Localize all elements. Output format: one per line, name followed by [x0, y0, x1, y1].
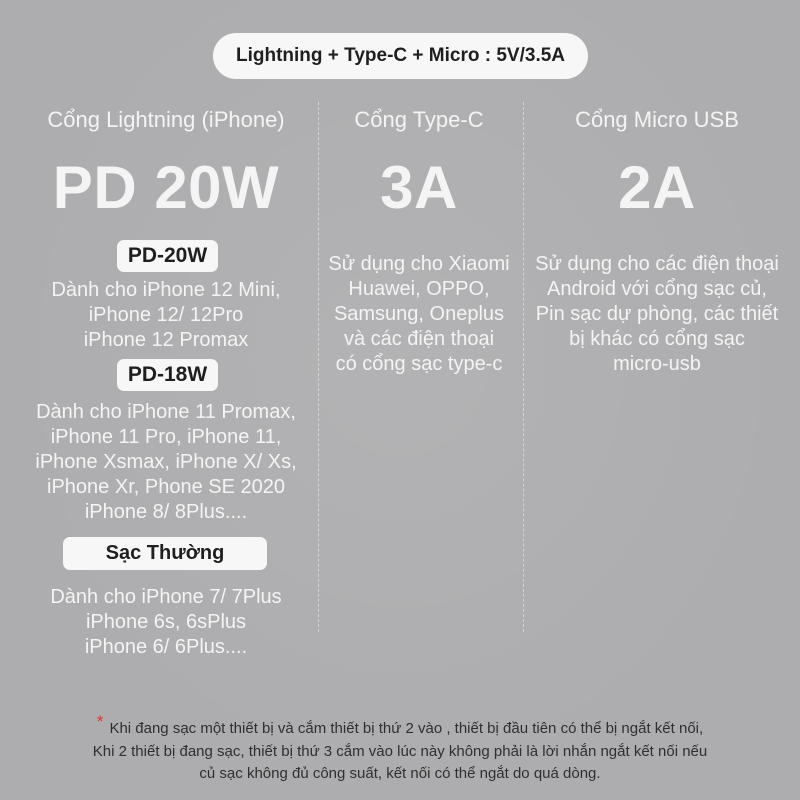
list-line: iPhone Xsmax, iPhone X/ Xs, — [35, 451, 297, 473]
list-line: và các điện thoại — [343, 328, 495, 350]
list-line: iPhone 11 Pro, iPhone 11, — [50, 426, 282, 448]
footnote-line: củ sạc không đủ công suất, kết nối có thể ngắt do quá dòng. — [199, 765, 601, 782]
list-line: Samsung, Oneplus — [333, 303, 505, 325]
footnote-text: Khi đang sạc một thiết bị và cắm thiết bị thứ 2 vào , thiết bị đầu tiên có thể bị ngắt kết nối, — [109, 720, 704, 737]
list-line: Sử dụng cho Xiaomi — [328, 253, 510, 275]
list-line: bị khác có cổng sạc — [569, 328, 745, 350]
output-spec-badge: Lightning + Type-C + Micro : 5V/3.5A — [213, 33, 588, 79]
list-line: iPhone 12 Promax — [83, 329, 249, 351]
lightning-power: PD 20W — [52, 154, 280, 221]
standard-device-list — [0, 585, 332, 660]
lightning-title: Cổng Lightning (iPhone) — [47, 107, 285, 132]
micro-usb-column — [523, 0, 791, 800]
typec-description — [318, 252, 520, 377]
list-line: iPhone Xr, Phone SE 2020 — [47, 476, 285, 498]
list-line: iPhone 6/ 6Plus.... — [84, 636, 248, 658]
list-line: Android với cổng sạc củ, — [547, 278, 767, 300]
pd20w-badge: PD-20W — [117, 240, 218, 272]
pd20w-device-list — [0, 278, 332, 353]
lightning-column — [0, 0, 332, 800]
list-line: Dành cho iPhone 7/ 7Plus — [50, 586, 282, 608]
standard-charge-badge: Sạc Thường — [63, 537, 267, 570]
list-line: iPhone 6s, 6sPlus — [85, 611, 247, 633]
list-line: iPhone 12/ 12Pro — [88, 304, 244, 326]
footnote-line — [0, 711, 800, 741]
pd18w-badge: PD-18W — [117, 359, 218, 391]
typec-column — [318, 0, 520, 800]
micro-usb-power: 2A — [618, 154, 696, 221]
pd18w-device-list — [0, 400, 332, 525]
list-line: iPhone 8/ 8Plus.... — [84, 501, 248, 523]
list-line: Dành cho iPhone 12 Mini, — [51, 279, 281, 301]
list-line: Sử dụng cho các điện thoại — [535, 253, 779, 275]
micro-usb-title: Cổng Micro USB — [575, 107, 739, 132]
footnote — [0, 711, 800, 786]
footnote-line: Khi 2 thiết bị đang sạc, thiết bị thứ 3 cắm vào lúc này không phải là lời nhắn ngắt kết nối nếu — [92, 742, 708, 760]
list-line: Pin sạc dự phòng, các thiết — [535, 303, 779, 325]
typec-power: 3A — [380, 154, 458, 221]
asterisk-icon: * — [96, 712, 104, 731]
list-line: micro-usb — [613, 353, 701, 375]
typec-title: Cổng Type-C — [354, 107, 484, 132]
list-line: Huawei, OPPO, — [348, 278, 490, 300]
micro-usb-description — [523, 252, 791, 377]
list-line: Dành cho iPhone 11 Promax, — [36, 401, 296, 423]
list-line: có cổng sạc type-c — [335, 353, 503, 375]
